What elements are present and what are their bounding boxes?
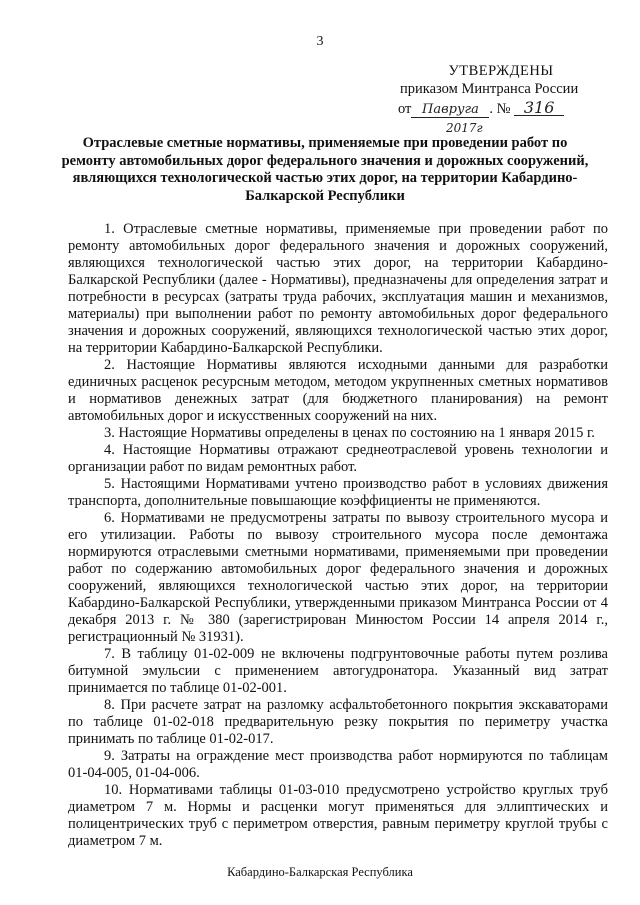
approval-from-prefix: от <box>398 101 412 117</box>
page-footer: Кабардино-Балкарская Республика <box>227 865 413 879</box>
approval-order-line: приказом Минтранса России <box>400 81 579 97</box>
page-number: 3 <box>316 34 324 49</box>
handwritten-date: Павруга <box>411 102 489 118</box>
paragraph-9: 9. Затраты на ограждение мест производства работ нормируются по таблицам 01-04-005, 01-04-006. <box>68 748 608 781</box>
document-title: Отраслевые сметные нормативы, применяемые при проведении работ по ремонту автомобильных дорог федерального значения и дорожных сооружений, являющихся технологической частью этих дорог, на территории Кабардино-Балкарской Республики <box>61 135 589 204</box>
paragraph-5: 5. Настоящими Нормативами учтено производство работ в условиях движения транспорта, дополнительные повышающие коэффициенты не применяются. <box>68 476 608 509</box>
paragraph-2: 2. Настоящие Нормативы являются исходными данными для разработки единичных расценок ресурсным методом, методом укрупненных сметных нормативов и нормативов денежных затрат (для бюджетного планирования) на ремонт автомобильных дорог и искусственных сооружений на них. <box>68 357 608 424</box>
approval-heading: УТВЕРЖДЕНЫ <box>448 63 554 79</box>
approval-number-prefix: . № <box>489 101 511 117</box>
handwritten-year: 2017г <box>446 121 483 135</box>
paragraph-8: 8. При расчете затрат на разломку асфальтобетонного покрытия экскаваторами по таблице 01-02-018 предварительную резку покрытия по периметру участка принимать по таблице 01-02-017. <box>68 697 608 747</box>
approval-stamp <box>398 62 598 135</box>
paragraph-7: 7. В таблицу 01-02-009 не включены подгрунтовочные работы путем розлива битумной эмульсии с применением автогудронатора. Указанный вид затрат принимается по таблице 01-02-001. <box>68 646 608 696</box>
paragraph-4: 4. Настоящие Нормативы отражают среднеотраслевой уровень технологии и организации работ по видам ремонтных работ. <box>68 442 608 475</box>
paragraph-1: 1. Отраслевые сметные нормативы, применяемые при проведении работ по ремонту автомобильных дорог федерального значения и дорожных сооружений, являющихся технологической частью этих дорог, на территории Кабардино-Балкарской Республики (далее - Нормативы), предназначены для определения затрат и потребности в ресурсах (затраты труда рабочих, эксплуатация машин и механизмов, материалы) при выполнении работ по ремонту автомобильных дорог федерального значения и дорожных сооружений, являющихся технологической частью этих дорог, на территории Кабардино-Балкарской Республики. <box>68 221 608 356</box>
handwritten-number: 316 <box>514 100 564 116</box>
approval-date-number-line <box>398 98 598 135</box>
document-body <box>68 221 608 850</box>
paragraph-10: 10. Нормативами таблицы 01-03-010 предусмотрено устройство круглых труб диаметром 7 м. Нормы и расценки могут применяться для эллиптических и полицентрических труб с периметром отверстия, равным периметру круглой трубы с диаметром 7 м. <box>68 782 608 849</box>
paragraph-6: 6. Нормативами не предусмотрены затраты по вывозу строительного мусора и его утилизации. Работы по вывозу строительного мусора после демонтажа нормируются отраслевыми сметными нормативами, применяемыми при проведении работ по содержанию автомобильных дорог федерального значения и дорожных сооружений, являющихся технологической частью этих дорог, на территории Кабардино-Балкарской Республики, утвержденными приказом Минтранса России от 4 декабря 2013 г. № 380 (зарегистрирован Минюстом России 14 апреля 2014 г., регистрационный № 31931). <box>68 510 608 645</box>
paragraph-3: 3. Настоящие Нормативы определены в ценах по состоянию на 1 января 2015 г. <box>104 425 595 441</box>
